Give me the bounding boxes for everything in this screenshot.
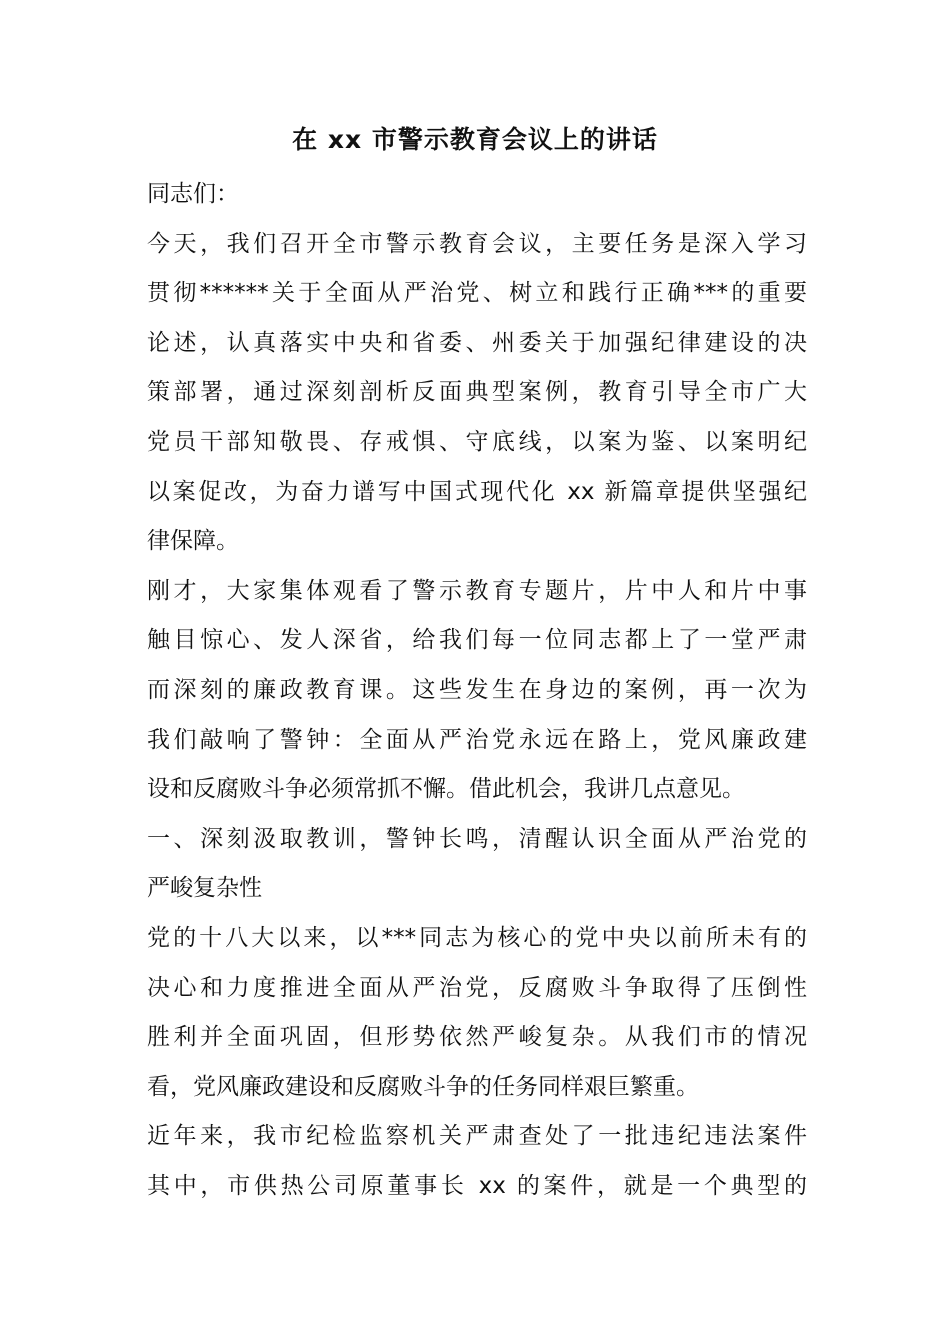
text-line: 设和反腐败斗争必须常抓不懈。借此机会，我讲几点意见。 — [147, 776, 745, 803]
text-line: 看，党风廉政建设和反腐败斗争的任务同样艰巨繁重。 — [147, 1073, 699, 1100]
section-heading-line: 严峻复杂性 — [147, 875, 262, 902]
text-line: 刚才，大家集体观看了警示教育专题片，片中人和片中事 — [147, 577, 807, 604]
text-line: 今天，我们召开全市警示教育会议，主要任务是深入学习 — [147, 230, 807, 257]
text-line: 论述，认真落实中央和省委、州委关于加强纪律建设的决 — [147, 329, 807, 356]
text-line: 而深刻的廉政教育课。这些发生在身边的案例，再一次为 — [147, 676, 807, 703]
text-line: 胜利并全面巩固，但形势依然严峻复杂。从我们市的情况 — [147, 1024, 807, 1051]
document-body — [147, 170, 807, 1211]
text-line: 其中，市供热公司原董事长 xx 的案件，就是一个典型的 — [147, 1172, 807, 1199]
text-line: 我们敲响了警钟：全面从严治党永远在路上，党风廉政建 — [147, 726, 807, 753]
salutation-line: 同志们： — [147, 181, 239, 207]
text-line: 党的十八大以来，以***同志为核心的党中央以前所未有的 — [147, 924, 807, 951]
text-line: 贯彻******关于全面从严治党、树立和践行正确***的重要 — [147, 280, 807, 307]
section-heading-line: 一、深刻汲取教训，警钟长鸣，清醒认识全面从严治党的 — [147, 825, 807, 852]
text-line: 以案促改，为奋力谱写中国式现代化 xx 新篇章提供坚强纪 — [147, 478, 807, 505]
text-line: 策部署，通过深刻剖析反面典型案例，教育引导全市广大 — [147, 379, 807, 406]
text-line: 律保障。 — [147, 528, 239, 555]
document-title: 在 xx 市警示教育会议上的讲话 — [292, 125, 658, 154]
text-line: 党员干部知敬畏、存戒惧、守底线，以案为鉴、以案明纪 — [147, 428, 807, 455]
text-line: 触目惊心、发人深省，给我们每一位同志都上了一堂严肃 — [147, 627, 807, 654]
text-line: 决心和力度推进全面从严治党，反腐败斗争取得了压倒性 — [147, 974, 807, 1001]
text-line: 近年来，我市纪检监察机关严肃查处了一批违纪违法案件 — [147, 1123, 807, 1150]
